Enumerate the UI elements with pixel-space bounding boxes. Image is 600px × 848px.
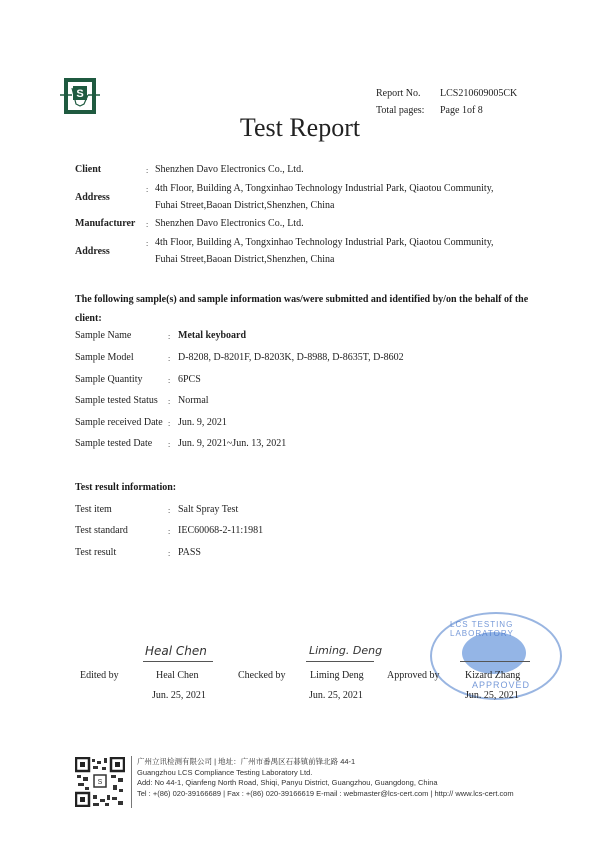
- stamp-top-text: LCS TESTING LABORATORY: [450, 620, 514, 638]
- sample-quantity-label: Sample Quantity: [75, 374, 143, 385]
- sample-tested-date-value: Jun. 9, 2021~Jun. 13, 2021: [178, 438, 287, 449]
- colon: :: [168, 440, 171, 449]
- stamp-bottom-text: APPROVED: [472, 680, 531, 690]
- svg-text:S: S: [76, 88, 84, 100]
- sample-status-value: Normal: [178, 395, 209, 406]
- client-address-line1: 4th Floor, Building A, Tongxinhao Technology Industrial Park, Qiaotou Community,: [155, 183, 494, 194]
- colon: :: [168, 332, 171, 341]
- client-address-label: Address: [75, 192, 110, 203]
- sample-quantity-value: 6PCS: [178, 374, 201, 385]
- colon: :: [168, 527, 171, 536]
- checked-by-signature: Liming. Deng: [309, 644, 383, 657]
- lab-approval-stamp-icon: [430, 612, 562, 700]
- footer-address-block: [137, 757, 514, 799]
- total-pages-value: Page 1of 8: [440, 105, 483, 116]
- svg-text:S: S: [97, 779, 103, 786]
- test-result-value: PASS: [178, 547, 201, 558]
- sample-received-date-value: Jun. 9, 2021: [178, 417, 227, 428]
- edited-by-label: Edited by: [80, 670, 119, 681]
- checked-by-signature-line: [306, 661, 374, 662]
- sample-model-label: Sample Model: [75, 352, 134, 363]
- colon: :: [146, 220, 149, 229]
- manufacturer-label: Manufacturer: [75, 218, 136, 229]
- checked-by-date: Jun. 25, 2021: [309, 690, 363, 701]
- footer-divider: [131, 756, 132, 808]
- qr-code-icon: [75, 757, 125, 807]
- colon: :: [168, 506, 171, 515]
- test-item-label: Test item: [75, 504, 112, 515]
- total-pages-label: Total pages:: [376, 105, 425, 116]
- test-item-value: Salt Spray Test: [178, 504, 239, 515]
- page-title: Test Report: [239, 113, 361, 142]
- approved-by-name: Kizard Zhang: [465, 670, 521, 681]
- footer-company-name: Guangzhou LCS Compliance Testing Laboratory Ltd.: [137, 767, 313, 777]
- test-standard-label: Test standard: [75, 525, 128, 536]
- lcs-logo-icon: [60, 78, 100, 114]
- footer-contact: Tel : +(86) 020-39166689 | Fax : +(86) 020-39166619 E-mail : webmaster@lcs-cert.com | http:// www.lcs-cert.com: [137, 788, 514, 798]
- sample-name-value: Metal keyboard: [178, 330, 247, 341]
- test-result-title: Test result information:: [75, 482, 177, 493]
- edited-by-signature: Heal Chen: [145, 644, 207, 658]
- manufacturer-value: Shenzhen Davo Electronics Co., Ltd.: [155, 218, 304, 229]
- sample-tested-date-label: Sample tested Date: [75, 438, 153, 449]
- edited-by-signature-line: [143, 661, 213, 662]
- colon: :: [168, 549, 171, 558]
- sample-received-date-label: Sample received Date: [75, 417, 163, 428]
- footer-address: Add: No 44-1, Qianfeng North Road, Shiqi, Panyu District, Guangzhou, Guangdong, China: [137, 778, 438, 787]
- approved-by-signature-line: [460, 661, 530, 662]
- sample-model-value: D-8208, D-8201F, D-8203K, D-8988, D-8635T, D-8602: [178, 352, 404, 363]
- client-value: Shenzhen Davo Electronics Co., Ltd.: [155, 164, 304, 175]
- colon: :: [168, 397, 171, 406]
- test-standard-value: IEC60068-2-11:1981: [178, 525, 264, 536]
- approved-by-date: Jun. 25, 2021: [465, 690, 519, 701]
- report-no-label: Report No.: [376, 88, 421, 99]
- checked-by-label: Checked by: [238, 670, 286, 681]
- intro-text: The following sample(s) and sample information was/were submitted and identified by/on the behalf of the client:: [75, 294, 529, 324]
- client-address-line2: Fuhai Street,Baoan District,Shenzhen, China: [155, 200, 335, 211]
- manufacturer-address-line2: Fuhai Street,Baoan District,Shenzhen, China: [155, 254, 335, 265]
- report-no-value: LCS210609005CK: [440, 88, 518, 99]
- colon: :: [146, 239, 149, 248]
- sample-status-label: Sample tested Status: [75, 395, 158, 406]
- colon: :: [168, 419, 171, 428]
- client-label: Client: [75, 164, 102, 175]
- approved-by-label: Approved by: [387, 670, 440, 681]
- checked-by-name: Liming Deng: [310, 670, 364, 681]
- manufacturer-address-label: Address: [75, 246, 110, 257]
- colon: :: [168, 354, 171, 363]
- colon: :: [146, 166, 149, 175]
- sample-name-label: Sample Name: [75, 330, 132, 341]
- footer-chinese-line: 广州立讯检测有限公司 | 地址：广州市番禺区石碁镇前锋北路 44-1: [137, 757, 356, 766]
- manufacturer-address-line1: 4th Floor, Building A, Tongxinhao Technology Industrial Park, Qiaotou Community,: [155, 237, 494, 248]
- colon: :: [168, 376, 171, 385]
- colon: :: [146, 185, 149, 194]
- edited-by-name: Heal Chen: [156, 670, 199, 681]
- edited-by-date: Jun. 25, 2021: [152, 690, 206, 701]
- test-result-label: Test result: [75, 547, 117, 558]
